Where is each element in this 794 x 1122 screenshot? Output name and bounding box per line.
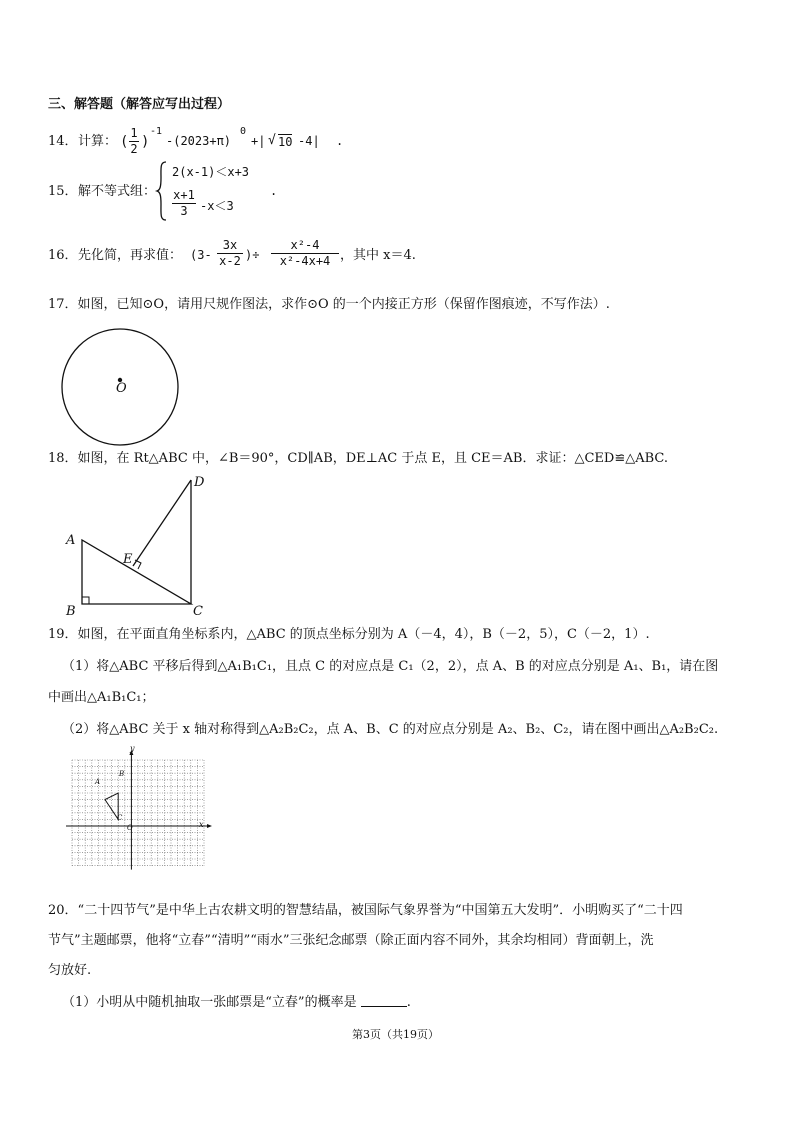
- exponent-neg-one: -1: [150, 126, 163, 137]
- paren-close: ): [141, 134, 150, 150]
- question-line-3: 匀放好.: [48, 963, 92, 978]
- fraction-3x-over-x-minus-2: [216, 238, 244, 269]
- fraction-numerator: x²-4: [290, 238, 320, 252]
- question-text: 18．如图，在 Rt△ABC 中，∠B＝90°，CD∥AB，DE⊥AC 于点 E，且 CE＝AB．求证：△CED≌△ABC.: [48, 451, 669, 466]
- part-1-line-1: （1）将△ABC 平移后得到△A₁B₁C₁，且点 C 的对应点是 C₁（2，2），点 A、B 的对应点分别是 A₁、B₁，请在图: [62, 659, 719, 674]
- point-b-label: B: [119, 770, 125, 778]
- point-a-label: A: [95, 778, 101, 786]
- center-label: O: [116, 381, 127, 396]
- section-heading: 三、解答题（解答应写出过程）: [48, 97, 231, 112]
- fraction-denominator: 2: [130, 142, 138, 156]
- part-2: （2）将△ABC 关于 x 轴对称得到△A₂B₂C₂，点 A、B、C 的对应点分别是 A₂、B₂、C₂，请在图中画出△A₂B₂C₂.: [62, 722, 719, 737]
- fraction-quadratic: [270, 238, 340, 269]
- axis-y-label: y: [130, 744, 135, 753]
- point-c-label: C: [117, 814, 123, 822]
- fraction-denominator: x-2: [219, 254, 241, 268]
- inequality-1: 2(x-1)＜x+3: [172, 165, 250, 179]
- part-1-end: .: [406, 995, 411, 1010]
- question-text: 19．如图，在平面直角坐标系内，△ABC 的顶点坐标分别为 A（－4，4），B（－2，5），C（－2，1）.: [48, 627, 650, 642]
- question-number: 14．: [48, 134, 78, 149]
- question-end: .: [270, 184, 278, 198]
- coordinate-grid: [60, 746, 210, 886]
- part-1: [62, 994, 411, 1011]
- question-prefix: 先化简，再求值：: [78, 248, 183, 263]
- expression-open: (3-: [190, 248, 212, 262]
- question-number: 16．: [48, 248, 78, 263]
- segment-de: [133, 480, 191, 566]
- answer-blank[interactable]: [361, 994, 407, 1007]
- fraction-numerator: 1: [130, 126, 138, 140]
- sqrt-sign: √: [268, 133, 276, 148]
- label-c: C: [193, 604, 203, 619]
- abs-open: +|: [251, 134, 266, 148]
- system-brace: [156, 160, 168, 222]
- triangle-abc: [82, 540, 191, 604]
- fraction-numerator: x+1: [173, 188, 195, 202]
- label-e: E: [123, 552, 133, 567]
- question-prefix: 解不等式组：: [78, 184, 157, 199]
- fraction-denominator: 3: [180, 204, 188, 218]
- expression-middle: -(2023+π): [166, 134, 232, 148]
- fraction-one-half: [128, 126, 140, 157]
- label-b: B: [66, 604, 76, 619]
- part-1-line-2: 中画出△A₁B₁C₁；: [48, 690, 155, 705]
- triangle-figure: [60, 470, 210, 620]
- part-1-text: （1）小明从中随机抽取一张邮票是“立春”的概率是: [62, 995, 357, 1010]
- x-axis-arrow: [207, 824, 212, 828]
- fraction-denominator: x²-4x+4: [279, 254, 331, 268]
- fraction-numerator: 3x: [222, 238, 238, 252]
- radicand: 10: [278, 135, 293, 149]
- expression-close-divide: )÷: [245, 248, 260, 262]
- right-angle-mark-b: [82, 597, 89, 604]
- question-line-1: 20．“二十四节气”是中华上古农耕文明的智慧结晶，被国际气象界誉为“中国第五大发明”．小明购买了“二十四: [48, 903, 683, 918]
- inequality-2-tail: -x＜3: [200, 199, 234, 213]
- question-suffix: ，其中 x＝4.: [340, 248, 416, 263]
- question-end: .: [336, 134, 344, 148]
- origin-label: O: [127, 824, 133, 832]
- axis-x-label: x: [199, 820, 204, 829]
- question-text: 17．如图，已知⊙O，请用尺规作图法，求作⊙O 的一个内接正方形（保留作图痕迹，不写作法）.: [48, 297, 610, 312]
- question-prefix: 计算：: [78, 134, 118, 149]
- abs-tail: -4|: [298, 134, 320, 148]
- paren-open: (: [120, 134, 129, 150]
- page-footer: 第3页（共19页）: [352, 1028, 439, 1041]
- exponent-zero: 0: [240, 126, 247, 137]
- label-a: A: [66, 533, 76, 548]
- label-d: D: [194, 475, 205, 490]
- question-number: 15．: [48, 184, 78, 199]
- fraction-x-plus-1-over-3: [171, 188, 197, 219]
- question-line-2: 节气”主题邮票，他将“立春”“清明”“雨水”三张纪念邮票（除正面内容不同外，其余均相同）背面朝上，洗: [48, 933, 654, 948]
